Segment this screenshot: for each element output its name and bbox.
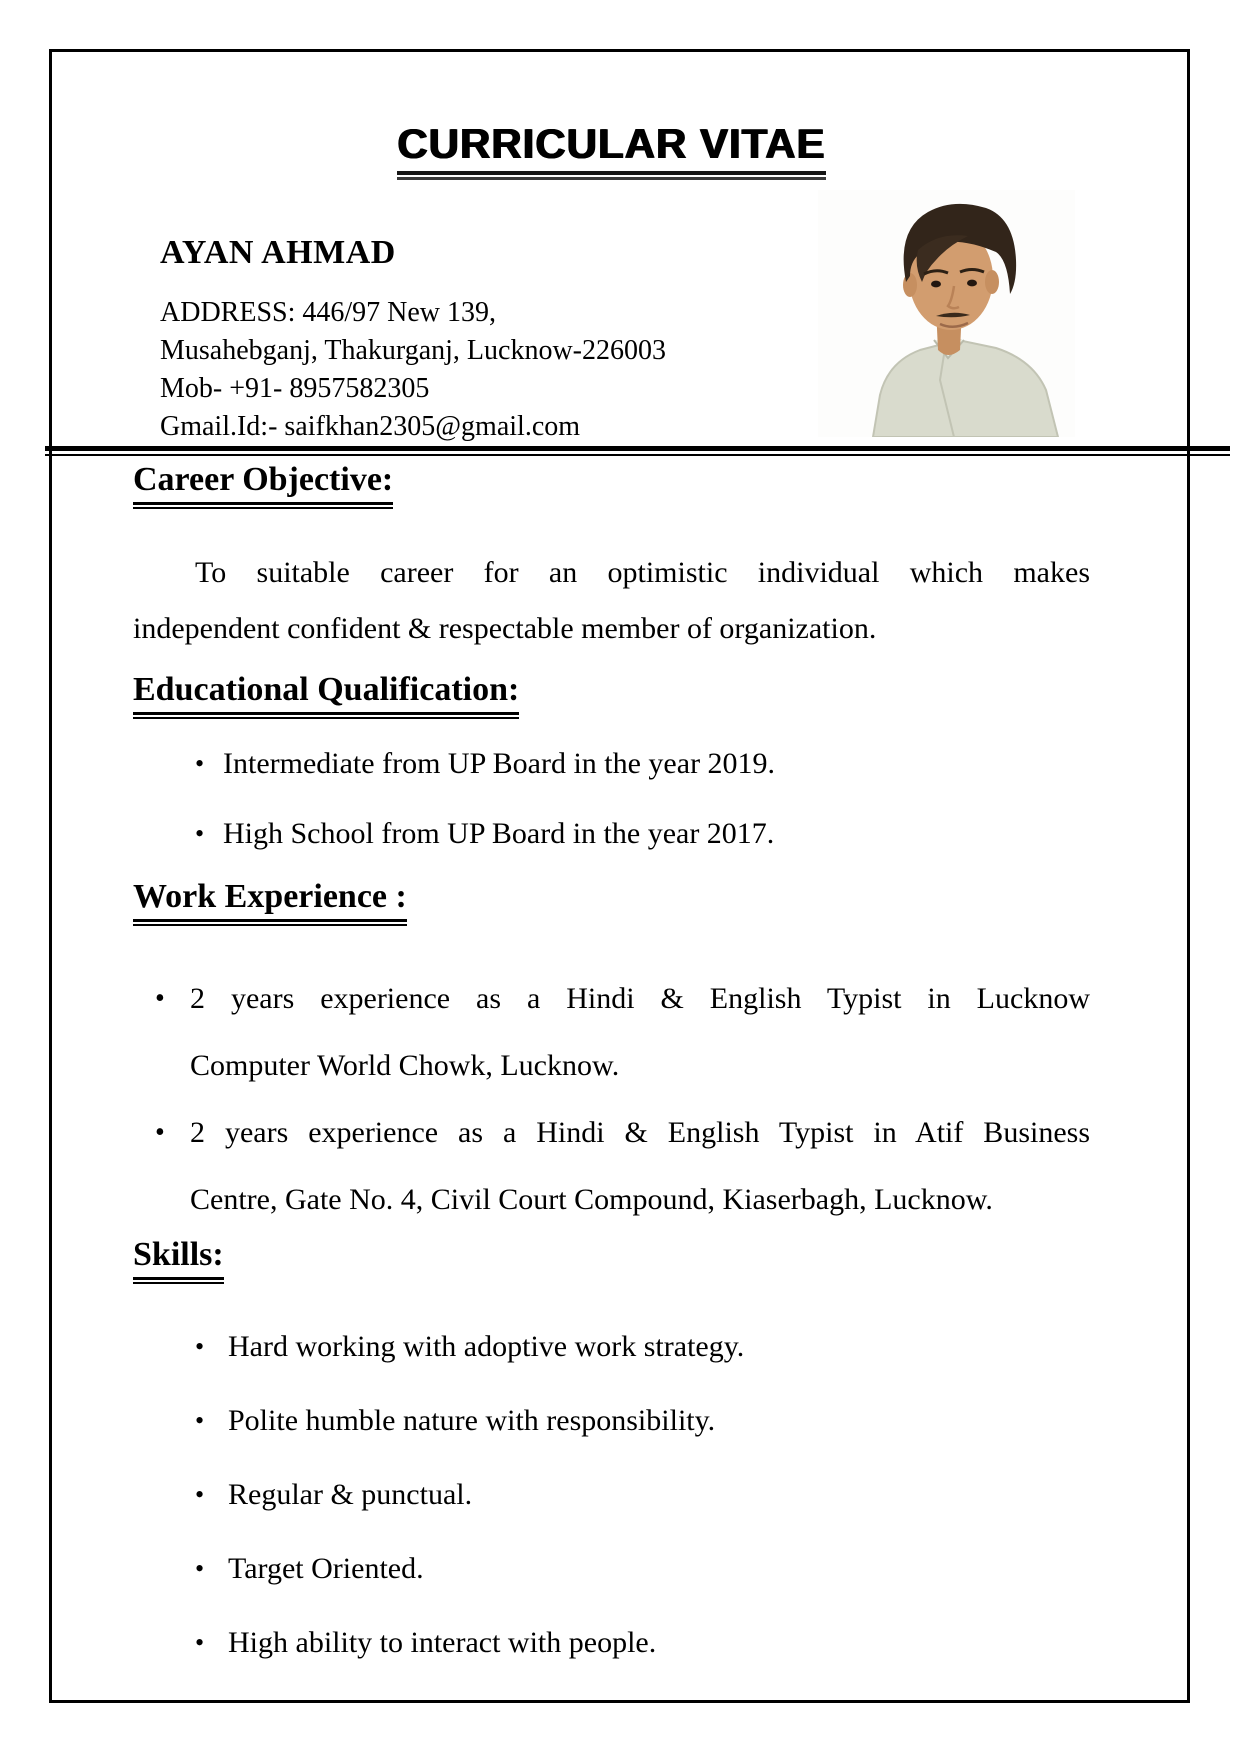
- section-divider-rule: [45, 446, 1230, 456]
- bullet-icon: •: [195, 1480, 205, 1509]
- objective-line: independent confident & respectable member of organization.: [133, 612, 877, 645]
- bullet-icon: •: [195, 819, 205, 848]
- bullet-icon: •: [155, 1117, 165, 1148]
- skill-item: • Hard working with adoptive work strategy.: [195, 1310, 1075, 1384]
- work-line: Computer World Chowk, Lucknow.: [190, 1049, 620, 1082]
- address-line-2: Musahebganj, Thakurganj, Lucknow-226003: [160, 335, 666, 366]
- skill-item: • Regular & punctual.: [195, 1458, 1075, 1532]
- skill-item: • Target Oriented.: [195, 1532, 1075, 1606]
- email-address: Gmail.Id:- saifkhan2305@gmail.com: [160, 411, 581, 442]
- career-objective-heading: Career Objective:: [133, 461, 393, 505]
- bullet-icon: •: [195, 749, 205, 778]
- bullet-icon: •: [195, 1332, 205, 1361]
- page-title: CURRICULAR VITAE: [397, 120, 825, 175]
- contact-block: [160, 294, 666, 446]
- education-item: • Intermediate from UP Board in the year 2019.: [195, 729, 1075, 799]
- bullet-icon: •: [155, 983, 165, 1014]
- work-line: Centre, Gate No. 4, Civil Court Compound, Kiaserbagh, Lucknow.: [190, 1183, 993, 1216]
- work-experience-item: [155, 1099, 1090, 1233]
- profile-photo: [818, 190, 1075, 437]
- skill-item: • Polite humble nature with responsibility.: [195, 1384, 1075, 1458]
- career-objective-paragraph: [133, 545, 1090, 657]
- skill-item: • High ability to interact with people.: [195, 1606, 1075, 1680]
- candidate-name: AYAN AHMAD: [160, 234, 396, 271]
- title-row: [133, 120, 1090, 175]
- bullet-icon: •: [195, 1628, 205, 1657]
- skills-heading: Skills:: [133, 1236, 224, 1280]
- objective-line: To suitable career for an optimistic individual which makes: [195, 556, 1090, 589]
- work-experience-list: [155, 965, 1090, 1233]
- education-item: • High School from UP Board in the year 2017.: [195, 799, 1075, 869]
- bullet-icon: •: [195, 1554, 205, 1583]
- address-line-1: ADDRESS: 446/97 New 139,: [160, 297, 497, 328]
- mobile-number: Mob- +91- 8957582305: [160, 373, 430, 404]
- person-portrait-illustration: [818, 190, 1075, 437]
- skills-list: [195, 1310, 1075, 1680]
- work-line: 2 years experience as a Hindi & English Typist in Lucknow: [190, 982, 1090, 1015]
- work-line: 2 years experience as a Hindi & English Typist in Atif Business: [190, 1116, 1090, 1149]
- work-experience-heading: Work Experience :: [133, 878, 407, 922]
- bullet-icon: •: [195, 1406, 205, 1435]
- education-heading: Educational Qualification:: [133, 671, 519, 715]
- education-list: [195, 729, 1075, 869]
- work-experience-item: [155, 965, 1090, 1099]
